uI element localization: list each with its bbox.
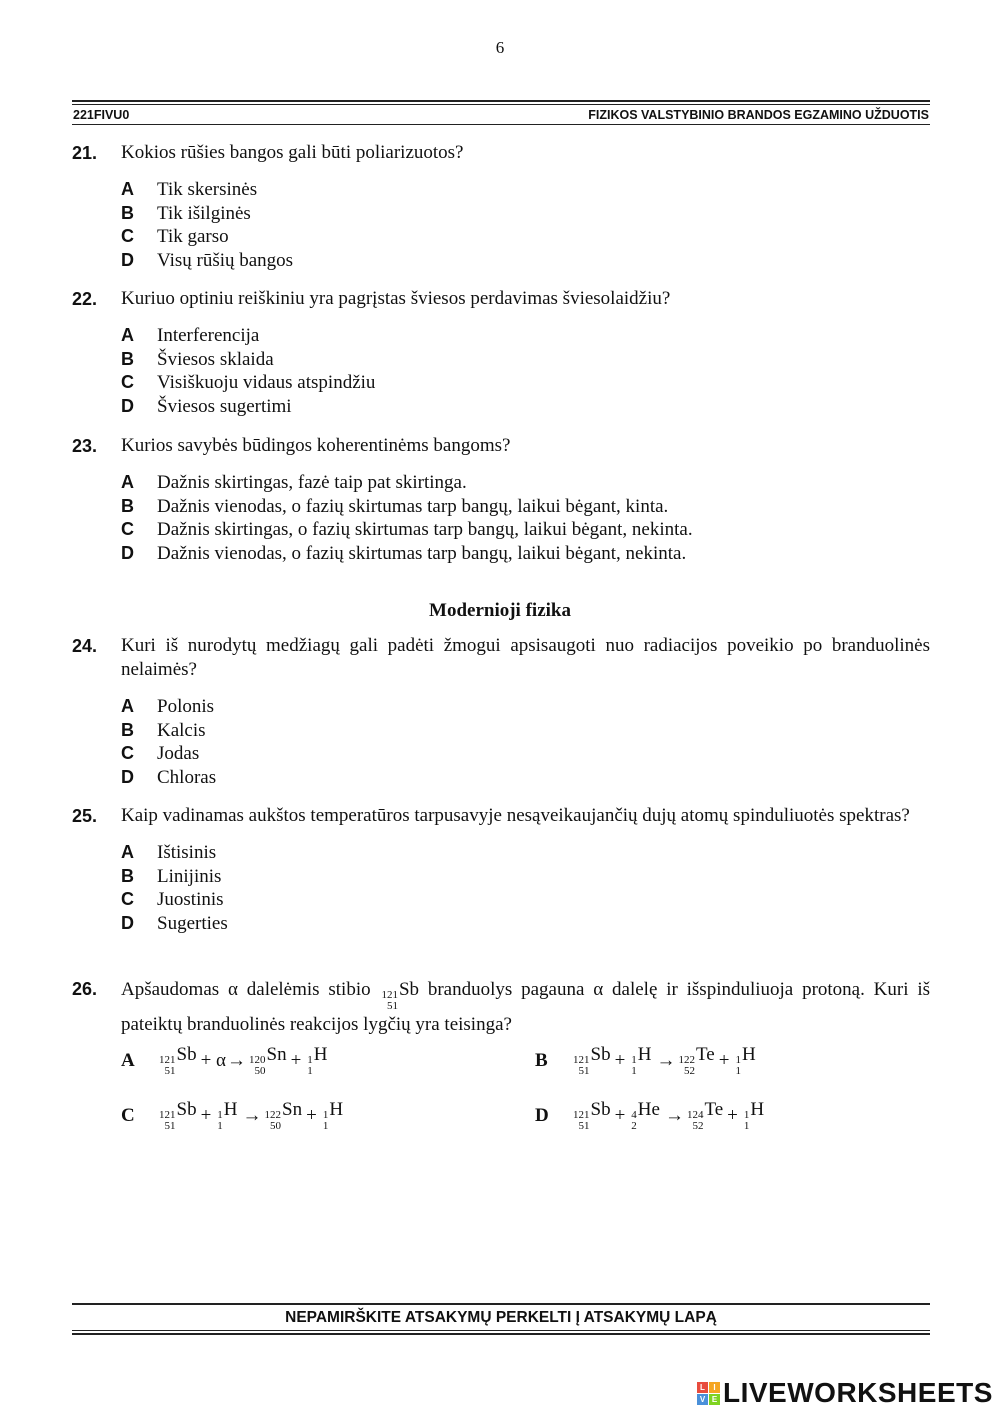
question-head — [72, 804, 930, 828]
nuclide-numbers — [265, 1110, 282, 1132]
mass-number: 122 — [678, 1054, 696, 1066]
option-letter: B — [121, 495, 134, 516]
reaction-arrow-icon: → — [242, 1104, 262, 1126]
element-symbol: Sb — [176, 1044, 197, 1065]
mass-number: 1 — [743, 1109, 750, 1121]
brand-logo-tile: I — [709, 1382, 720, 1393]
option-letter: B — [121, 202, 134, 223]
option-letter: D — [121, 395, 134, 416]
reaction-equation — [571, 1099, 768, 1132]
nuclide-sb — [381, 990, 398, 1012]
answer-option-d[interactable] — [121, 767, 930, 791]
exam-title: FIZIKOS VALSTYBINIO BRANDOS EGZAMINO UŽDUOTIS — [588, 108, 929, 122]
question-26 — [72, 977, 930, 1038]
option-text: Šviesos sklaida — [157, 348, 274, 370]
equation-option-a[interactable] — [121, 1044, 332, 1077]
atomic-number: 2 — [631, 1120, 637, 1132]
question-25 — [72, 804, 930, 936]
answer-options — [121, 842, 930, 936]
mass-number: 121 — [159, 1054, 176, 1066]
nuclide-numbers — [217, 1110, 223, 1132]
nuclide-numbers — [573, 1055, 590, 1077]
section-title: Modernioji fizika — [429, 600, 571, 621]
exam-code: 221FIVU0 — [73, 108, 130, 122]
question-text-after: branduolys pagauna α dalelę ir išspinduliuoja protoną. Kuri iš pateiktų branduolinės reakcijos lygčių yra teisinga? — [121, 979, 931, 1035]
atomic-number: 50 — [270, 1120, 282, 1132]
page-header — [72, 100, 930, 125]
nuclide-numbers — [735, 1055, 741, 1077]
element-symbol: Sn — [266, 1044, 287, 1065]
question-head — [72, 141, 930, 165]
option-text: Tik garso — [157, 226, 229, 247]
answer-option-c[interactable] — [121, 889, 930, 913]
nuclide-sb — [571, 1044, 615, 1077]
mass-number: 1 — [735, 1054, 741, 1066]
reaction-equation — [571, 1044, 760, 1077]
reaction-arrow-icon: → — [664, 1104, 684, 1126]
mass-number: 121 — [573, 1109, 590, 1121]
nuclide-h — [742, 1099, 768, 1132]
nuclide-he — [629, 1099, 664, 1132]
equation-option-d[interactable] — [535, 1099, 768, 1132]
element-symbol: H — [637, 1044, 652, 1065]
option-text: Dažnis vienodas, o fazių skirtumas tarp bangų, laikui bėgant, nekinta. — [157, 542, 687, 564]
nuclide-numbers — [679, 1055, 696, 1077]
atomic-number: 1 — [631, 1065, 637, 1077]
answer-option-c[interactable] — [121, 226, 930, 250]
option-text: Šviesos sugertimi — [157, 395, 292, 417]
reaction-arrow-icon: → — [656, 1049, 676, 1071]
mass-number: 4 — [631, 1109, 637, 1121]
element-symbol: Sb — [590, 1044, 611, 1065]
nuclide-numbers — [687, 1110, 704, 1132]
atomic-number: 1 — [322, 1120, 329, 1132]
answer-option-b[interactable] — [121, 349, 930, 373]
question-text: Kokios rūšies bangos gali būti poliarizuotos? — [121, 142, 464, 163]
element-symbol: Te — [704, 1099, 724, 1120]
option-text: Visiškuoju vidaus atspindžiu — [157, 372, 376, 393]
option-text: Dažnis skirtingas, o fazių skirtumas tarp bangų, laikui bėgant, nekinta. — [157, 519, 693, 540]
nuclide-h — [629, 1044, 655, 1077]
option-letter: D — [121, 766, 134, 787]
nuclide-numbers — [249, 1055, 266, 1077]
nuclide-numbers — [159, 1055, 176, 1077]
option-letter: D — [121, 542, 134, 563]
mass-number: 1 — [322, 1109, 329, 1121]
answer-option-a[interactable] — [121, 179, 930, 203]
option-letter: B — [121, 865, 134, 886]
atomic-number: 51 — [578, 1120, 590, 1132]
question-number: 24. — [72, 636, 98, 656]
answer-options — [121, 179, 930, 273]
question-number: 26. — [72, 979, 98, 999]
question-text: Kaip vadinamas aukštos temperatūros tarpusavyje nesąveikaujančių dujų atomų spinduliuotės spektras? — [121, 805, 910, 826]
reaction-equation — [157, 1044, 332, 1077]
atomic-number: 51 — [164, 1120, 176, 1132]
atomic-number: 51 — [164, 1065, 176, 1077]
answer-option-a[interactable] — [121, 325, 930, 349]
question-23 — [72, 434, 930, 566]
atomic-number: 51 — [386, 1000, 398, 1012]
option-letter: D — [121, 912, 134, 933]
option-letter: A — [121, 325, 134, 345]
nuclide-te — [685, 1099, 727, 1132]
mass-number: 120 — [249, 1054, 266, 1066]
option-text: Ištisinis — [157, 842, 217, 863]
option-text: Chloras — [157, 766, 217, 788]
equation-option-c[interactable] — [121, 1099, 347, 1132]
question-number: 23. — [72, 436, 98, 456]
question-head — [72, 287, 930, 311]
page-number: 6 — [495, 38, 505, 57]
nuclide-sb — [571, 1099, 615, 1132]
nuclide-h — [321, 1099, 347, 1132]
equation-option-b[interactable] — [535, 1044, 760, 1077]
plus-sign: + — [290, 1049, 302, 1071]
option-text: Jodas — [157, 743, 200, 764]
nuclide-h — [305, 1044, 331, 1077]
question-text: Kurios savybės būdingos koherentinėms bangoms? — [121, 435, 511, 456]
option-letter: A — [121, 472, 134, 492]
answer-option-c[interactable] — [121, 372, 930, 396]
answer-option-d[interactable] — [121, 543, 930, 567]
plus-sign: + — [306, 1104, 317, 1126]
element-symbol: He — [637, 1099, 660, 1120]
question-text: Kuri iš nurodytų medžiagų gali padėti žmogui apsisaugoti nuo radiacijos poveikio po branduolinės nelaimės? — [121, 635, 930, 680]
reaction-arrow-icon: → — [227, 1049, 246, 1071]
brand-logo-icon — [697, 1382, 720, 1405]
reaction-equation — [157, 1099, 347, 1132]
plus-sign: + — [614, 1104, 626, 1126]
question-text-before: Apšaudomas α dalelėmis stibio — [121, 979, 371, 1000]
brand-logo-tile: V — [697, 1394, 708, 1405]
answer-option-a[interactable] — [121, 842, 930, 866]
nuclide-numbers — [159, 1110, 176, 1132]
answer-options — [121, 325, 930, 419]
mass-number: 1 — [307, 1054, 313, 1066]
option-text: Tik skersinės — [157, 179, 258, 200]
option-text: Tik išilginės — [157, 202, 251, 224]
question-number: 25. — [72, 806, 98, 826]
option-text: Kalcis — [157, 719, 206, 741]
atomic-number: 1 — [217, 1120, 223, 1132]
question-24 — [72, 634, 930, 790]
answer-option-d[interactable] — [121, 250, 930, 274]
option-text: Visų rūšių bangos — [157, 249, 294, 271]
answer-option-b[interactable] — [121, 720, 930, 744]
nuclide-sb — [157, 1044, 201, 1077]
nuclide-sn — [247, 1044, 291, 1077]
answer-option-a[interactable] — [121, 472, 930, 496]
option-text: Interferencija — [157, 325, 260, 346]
brand-text: LIVEWORKSHEETS — [723, 1377, 993, 1408]
question-number: 21. — [72, 143, 98, 163]
element-symbol: H — [223, 1099, 238, 1120]
element-symbol: Sn — [282, 1099, 303, 1120]
option-letter: C — [121, 519, 134, 539]
answer-options — [121, 472, 930, 566]
answer-option-d[interactable] — [121, 913, 930, 937]
atomic-number: 50 — [254, 1065, 266, 1077]
mass-number: 122 — [264, 1109, 282, 1121]
nuclide-numbers — [631, 1055, 637, 1077]
brand-logo-tile: E — [709, 1394, 720, 1405]
mass-number: 121 — [381, 989, 398, 1001]
footer-note: NEPAMIRŠKITE ATSAKYMŲ PERKELTI Į ATSAKYMŲ LAPĄ — [285, 1309, 717, 1326]
element-symbol: H — [750, 1099, 765, 1120]
option-text: Linijinis — [157, 865, 222, 887]
answer-option-c[interactable] — [121, 519, 930, 543]
option-letter: C — [121, 1104, 135, 1126]
answer-options — [121, 696, 930, 790]
option-letter: D — [535, 1104, 549, 1126]
atomic-number: 1 — [307, 1065, 313, 1077]
atomic-number: 52 — [692, 1120, 704, 1132]
nuclide-numbers — [744, 1110, 750, 1132]
option-text: Juostinis — [157, 889, 224, 910]
nuclide-sb — [157, 1099, 201, 1132]
element-symbol: H — [329, 1099, 344, 1120]
option-letter: A — [121, 696, 134, 716]
question-head — [72, 634, 930, 682]
atomic-number: 1 — [735, 1065, 741, 1077]
atomic-number: 1 — [743, 1120, 750, 1132]
mass-number: 1 — [631, 1054, 637, 1066]
answer-option-b[interactable] — [121, 203, 930, 227]
nuclide-h — [733, 1044, 759, 1077]
nuclide-h — [215, 1099, 241, 1132]
answer-option-c[interactable] — [121, 743, 930, 767]
question-21 — [72, 141, 930, 273]
option-letter: B — [121, 719, 134, 740]
option-letter: C — [121, 372, 134, 392]
element-symbol: Sb — [176, 1099, 197, 1120]
element-symbol: Sb — [398, 979, 420, 1000]
equation-term: + α — [200, 1049, 226, 1071]
question-22 — [72, 287, 930, 419]
plus-sign: + — [727, 1104, 738, 1126]
option-text: Polonis — [157, 696, 215, 717]
atomic-number: 51 — [578, 1065, 590, 1077]
mass-number: 124 — [686, 1109, 704, 1121]
option-text: Dažnis vienodas, o fazių skirtumas tarp bangų, laikui bėgant, kinta. — [157, 495, 669, 517]
option-text: Sugerties — [157, 912, 228, 934]
element-symbol: Sb — [590, 1099, 611, 1120]
option-text: Dažnis skirtingas, fazė taip pat skirtinga. — [157, 472, 467, 493]
liveworksheets-brand — [697, 1377, 993, 1409]
answer-option-b[interactable] — [121, 496, 930, 520]
atomic-number: 52 — [684, 1065, 696, 1077]
question-head — [72, 434, 930, 458]
nuclide-te — [677, 1044, 719, 1077]
option-letter: C — [121, 743, 134, 763]
page-footer — [72, 1303, 930, 1335]
option-letter: C — [121, 889, 134, 909]
option-letter: D — [121, 249, 134, 270]
nuclide-sn — [263, 1099, 307, 1132]
answer-option-d[interactable] — [121, 396, 930, 420]
option-letter: B — [121, 348, 134, 369]
question-text — [121, 977, 930, 1038]
nuclide-numbers — [631, 1110, 637, 1132]
option-letter: C — [121, 226, 134, 246]
element-symbol: Te — [696, 1044, 715, 1065]
option-letter: A — [121, 842, 134, 862]
mass-number: 121 — [159, 1109, 176, 1121]
brand-logo-tile: L — [697, 1382, 708, 1393]
question-number: 22. — [72, 289, 98, 309]
nuclide-numbers — [307, 1055, 313, 1077]
answer-option-a[interactable] — [121, 696, 930, 720]
answer-option-b[interactable] — [121, 866, 930, 890]
element-symbol: H — [741, 1044, 756, 1065]
nuclide-numbers — [573, 1110, 590, 1132]
mass-number: 1 — [217, 1109, 223, 1121]
plus-sign: + — [614, 1049, 626, 1071]
nuclide-numbers — [323, 1110, 329, 1132]
option-letter: A — [121, 1049, 135, 1071]
option-letter: A — [121, 179, 134, 199]
element-symbol: H — [313, 1044, 328, 1065]
mass-number: 121 — [573, 1054, 590, 1066]
plus-sign: + — [718, 1049, 730, 1071]
plus-sign: + — [200, 1104, 212, 1126]
option-letter: B — [535, 1049, 548, 1071]
question-text: Kuriuo optiniu reiškiniu yra pagrįstas šviesos perdavimas šviesolaidžiu? — [121, 288, 671, 309]
